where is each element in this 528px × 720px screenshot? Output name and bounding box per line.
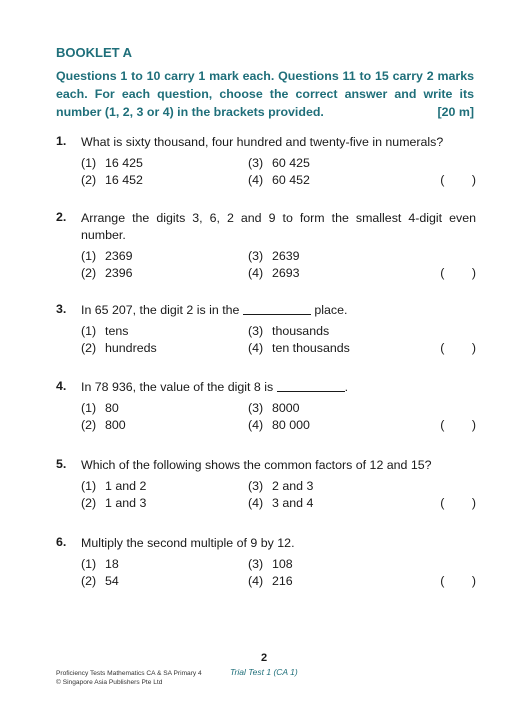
option-2[interactable]: (2) hundreds: [81, 341, 157, 355]
answer-bracket[interactable]: ( ): [440, 418, 476, 432]
option-1[interactable]: (1) 1 and 2: [81, 479, 147, 493]
booklet-title: BOOKLET A: [56, 45, 133, 60]
question-text: What is sixty thousand, four hundred and twenty-five in numerals?: [81, 135, 444, 149]
answer-bracket[interactable]: ( ): [440, 574, 476, 588]
option-1[interactable]: (1) 2369: [81, 249, 133, 263]
option-4[interactable]: (4) ten thousands: [248, 341, 350, 355]
question-2: [56, 210, 476, 282]
options: [81, 556, 476, 590]
option-1[interactable]: (1) tens: [81, 324, 129, 338]
option-3[interactable]: (3) 2 and 3: [248, 479, 314, 493]
options: [81, 248, 476, 282]
question-number: 4.: [56, 379, 67, 393]
question-number: 2.: [56, 210, 67, 224]
option-3[interactable]: (3) 108: [248, 557, 293, 571]
option-2[interactable]: (2) 2396: [81, 266, 133, 280]
question-text: Which of the following shows the common factors of 12 and 15?: [81, 458, 432, 472]
option-3[interactable]: (3) 2639: [248, 249, 300, 263]
options: [81, 400, 476, 434]
question-5: [56, 457, 476, 512]
option-4[interactable]: (4) 60 452: [248, 173, 310, 187]
option-3[interactable]: (3) thousands: [248, 324, 330, 338]
option-2[interactable]: (2) 1 and 3: [81, 496, 147, 510]
question-text: In 65 207, the digit 2 is in the place.: [81, 303, 348, 317]
question-3: [56, 302, 476, 357]
question-6: [56, 535, 476, 590]
option-2[interactable]: (2) 54: [81, 574, 119, 588]
question-text: Arrange the digits 3, 6, 2 and 9 to form the smallest 4-digit even number.: [81, 211, 476, 242]
question-text: In 78 936, the value of the digit 8 is .: [81, 380, 349, 394]
page-number: 2: [260, 652, 268, 664]
question-number: 6.: [56, 535, 67, 549]
options: [81, 323, 476, 357]
answer-bracket[interactable]: ( ): [440, 266, 476, 280]
publication-info: [56, 669, 202, 687]
question-text: Multiply the second multiple of 9 by 12.: [81, 536, 295, 550]
instructions: [56, 67, 474, 121]
total-marks: [20 m]: [437, 105, 474, 119]
test-name: Trial Test 1 (CA 1): [230, 667, 298, 677]
instructions-text: Questions 1 to 10 carry 1 mark each. Questions 11 to 15 carry 2 marks each. For each question, choose the correct answer and write its number (1, 2, 3 or 4) in the brackets provided.: [56, 69, 474, 119]
option-2[interactable]: (2) 800: [81, 418, 126, 432]
option-1[interactable]: (1) 16 425: [81, 156, 143, 170]
answer-bracket[interactable]: ( ): [440, 341, 476, 355]
option-3[interactable]: (3) 8000: [248, 401, 300, 415]
answer-bracket[interactable]: ( ): [440, 496, 476, 510]
option-4[interactable]: (4) 216: [248, 574, 293, 588]
option-2[interactable]: (2) 16 452: [81, 173, 143, 187]
answer-blank: [243, 314, 311, 315]
options: [81, 478, 476, 512]
answer-blank: [277, 391, 345, 392]
question-number: 1.: [56, 134, 67, 148]
publication-title: Proficiency Tests Mathematics CA & SA Primary 4: [56, 670, 202, 677]
option-4[interactable]: (4) 2693: [248, 266, 300, 280]
question-number: 3.: [56, 302, 67, 316]
option-4[interactable]: (4) 3 and 4: [248, 496, 314, 510]
option-3[interactable]: (3) 60 425: [248, 156, 310, 170]
option-1[interactable]: (1) 18: [81, 557, 119, 571]
copyright: © Singapore Asia Publishers Pte Ltd: [56, 679, 163, 686]
question-1: [56, 134, 476, 189]
question-4: [56, 379, 476, 434]
answer-bracket[interactable]: ( ): [440, 173, 476, 187]
question-number: 5.: [56, 457, 67, 471]
option-1[interactable]: (1) 80: [81, 401, 119, 415]
options: [81, 155, 476, 189]
option-4[interactable]: (4) 80 000: [248, 418, 310, 432]
